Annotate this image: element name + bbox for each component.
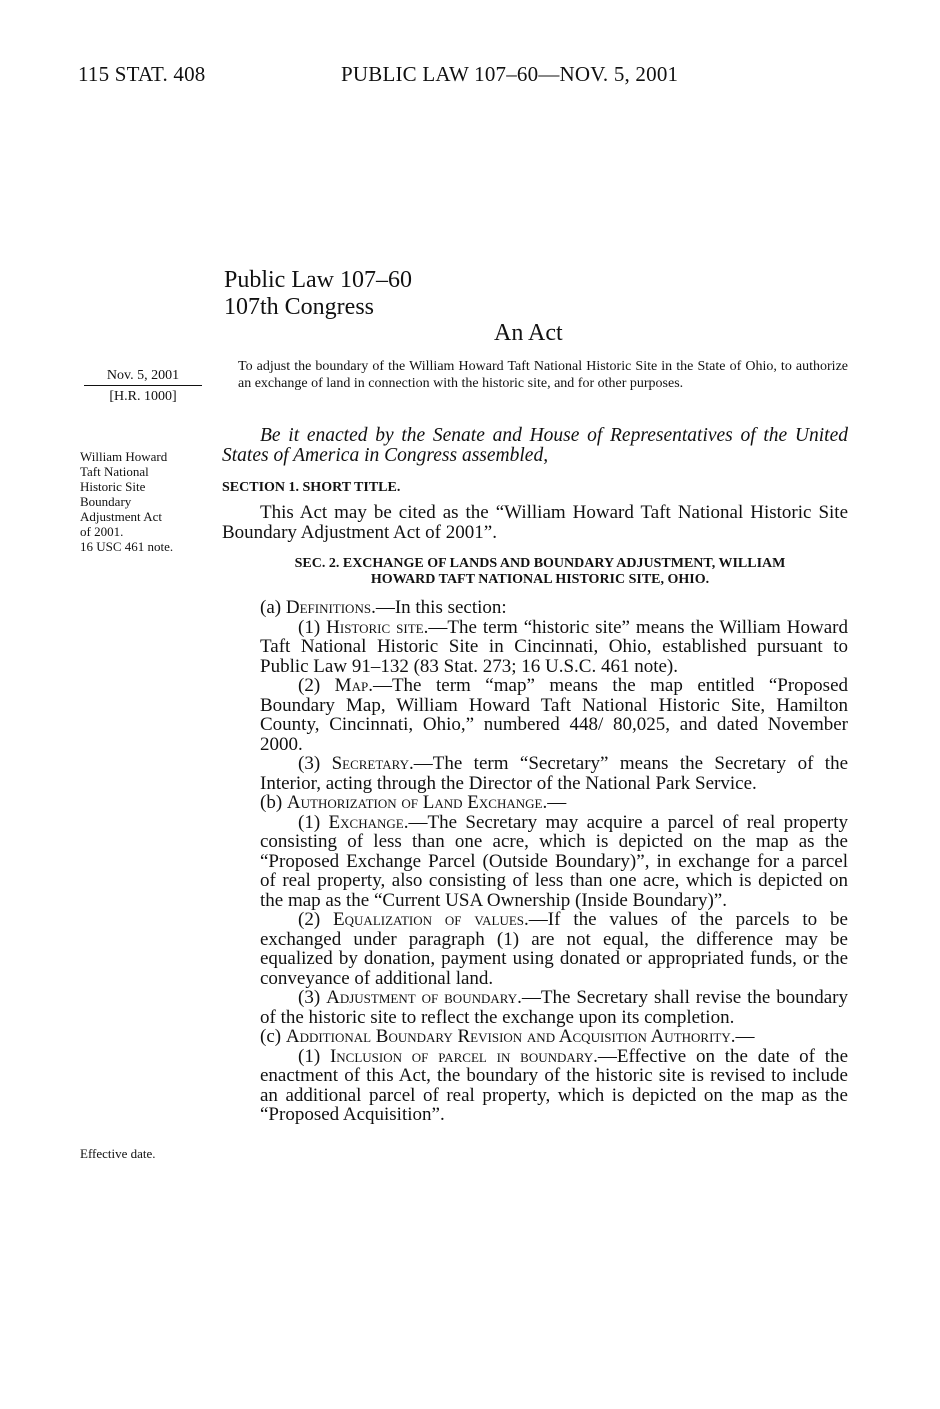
subsection-b <box>222 793 848 813</box>
paragraph-number: (b) <box>260 792 287 813</box>
paragraph-a2 <box>222 676 848 754</box>
subsection-b-label: Authorization of Land Exchange <box>286 792 543 813</box>
paragraph-a1 <box>222 618 848 677</box>
subsection-a-label: Definitions <box>285 597 372 618</box>
date-divider <box>84 385 202 386</box>
page-citation: 115 STAT. 408 <box>78 62 206 86</box>
subsection-b-text: .— <box>542 792 567 813</box>
paragraph-c1 <box>222 1047 848 1125</box>
paragraph-number: (1) <box>298 1045 330 1067</box>
margin-note-line: William Howard <box>80 449 168 464</box>
enacting-clause-block <box>222 426 848 465</box>
paragraph-b2-label: Equalization of values <box>333 909 525 930</box>
law-number: Public Law 107–60 <box>224 267 412 293</box>
margin-note-line: Boundary <box>80 494 132 509</box>
margin-effective-date: Effective date. <box>80 1146 156 1161</box>
running-head: PUBLIC LAW 107–60—NOV. 5, 2001 <box>341 62 679 86</box>
margin-note-line: of 2001. <box>80 524 124 539</box>
paragraph-c1-label: Inclusion of parcel in boundary <box>329 1045 594 1067</box>
paragraph-b3-text: .—The Secretary shall revise the boundary of the historic site to reflect the exchange upon its completion. <box>260 987 848 1028</box>
margin-usc-note: 16 USC 461 note. <box>80 539 174 554</box>
enacting-clause: Be it enacted by the Senate and House of Representatives of the United States of America in Congress assembled, <box>222 425 848 466</box>
section-2-body <box>222 598 848 1125</box>
congress-number: 107th Congress <box>224 294 374 320</box>
bill-number: [H.R. 1000] <box>109 389 177 404</box>
subsection-c-label: Additional Boundary Revision and Acquisition Authority <box>285 1026 731 1047</box>
paragraph-number: (3) <box>298 987 327 1008</box>
margin-note-line: Historic Site <box>80 479 146 494</box>
paragraph-a1-label: Historic site <box>326 616 424 638</box>
act-purpose: To adjust the boundary of the William Howard Taft National Historic Site in the State of Ohio, to authorize an exchange of land in connection with the historic site, and for other purposes. <box>238 359 848 391</box>
subsection-c-text: .— <box>730 1026 755 1047</box>
paragraph-b1-label: Exchange <box>328 811 404 833</box>
paragraph-a3 <box>222 754 848 793</box>
paragraph-a3-label: Secretary <box>331 753 409 774</box>
margin-note-line: Adjustment Act <box>80 509 162 524</box>
paragraph-b2 <box>222 910 848 988</box>
paragraph-b3 <box>222 988 848 1027</box>
paragraph-b1-text: .—The Secretary may acquire a parcel of real property consisting of less than one acre, which is depicted on the map as the “Proposed Exchange Parcel (Outside Boundary)”, in exchange for a parcel of real property, also consisting of less than one acre, which is depicted on the map as the “Current USA Ownership (Inside Boundary)”. <box>260 811 848 911</box>
section-2-heading-line: HOWARD TAFT NATIONAL HISTORIC SITE, OHIO. <box>370 572 710 587</box>
act-heading: An Act <box>494 320 563 346</box>
section-1-heading: SECTION 1. SHORT TITLE. <box>222 480 401 495</box>
paragraph-number: (2) <box>298 675 335 696</box>
enactment-date: Nov. 5, 2001 <box>106 368 180 383</box>
margin-note-line: Taft National <box>80 464 149 479</box>
paragraph-number: (1) <box>298 616 327 638</box>
paragraph-number: (3) <box>298 753 332 774</box>
paragraph-a1-text: .—The term “historic site” means the William Howard Taft National Historic Site in Cincinnati, Ohio, established pursuant to Public Law 91–132 (83 Stat. 273; 16 U.S.C. 461 note). <box>260 616 848 677</box>
section-2-heading-line: SEC. 2. EXCHANGE OF LANDS AND BOUNDARY ADJUSTMENT, WILLIAM <box>294 556 786 571</box>
paragraph-b3-label: Adjustment of boundary <box>326 987 518 1008</box>
paragraph-number: (a) <box>260 597 286 618</box>
margin-short-title-note <box>80 449 173 554</box>
paragraph-b2-text: .—If the values of the parcels to be exchanged under paragraph (1) are not equal, the difference may be equalized by donation, payment using donated or appropriated funds, or the conveyance of additional land. <box>260 909 848 989</box>
paragraph-number: (2) <box>298 909 334 930</box>
paragraph-a2-label: Map <box>334 675 369 696</box>
section-1-text: This Act may be cited as the “William Howard Taft National Historic Site Boundary Adjustment Act of 2001”. <box>222 502 848 543</box>
section-2-heading <box>232 556 848 588</box>
paragraph-a2-text: .—The term “map” means the map entitled “Proposed Boundary Map, William Howard Taft National Historic Site, Hamilton County, Cincinnati, Ohio,” numbered 448/ 80,025, and dated November 2000. <box>260 675 848 755</box>
subsection-c <box>222 1027 848 1047</box>
paragraph-a3-text: .—The term “Secretary” means the Secretary of the Interior, acting through the Director of the National Park Service. <box>260 753 849 794</box>
paragraph-number: (1) <box>298 811 329 833</box>
subsection-a-text: .—In this section: <box>371 597 507 618</box>
subsection-a <box>222 598 848 618</box>
paragraph-number: (c) <box>260 1026 286 1047</box>
section-1-body <box>222 503 848 542</box>
paragraph-b1 <box>222 813 848 911</box>
paragraph-c1-text: .—Effective on the date of the enactment of this Act, the boundary of the historic site is revised to include an additional parcel of real property, which is depicted on the map as the “Proposed Acquisition”. <box>260 1045 849 1125</box>
